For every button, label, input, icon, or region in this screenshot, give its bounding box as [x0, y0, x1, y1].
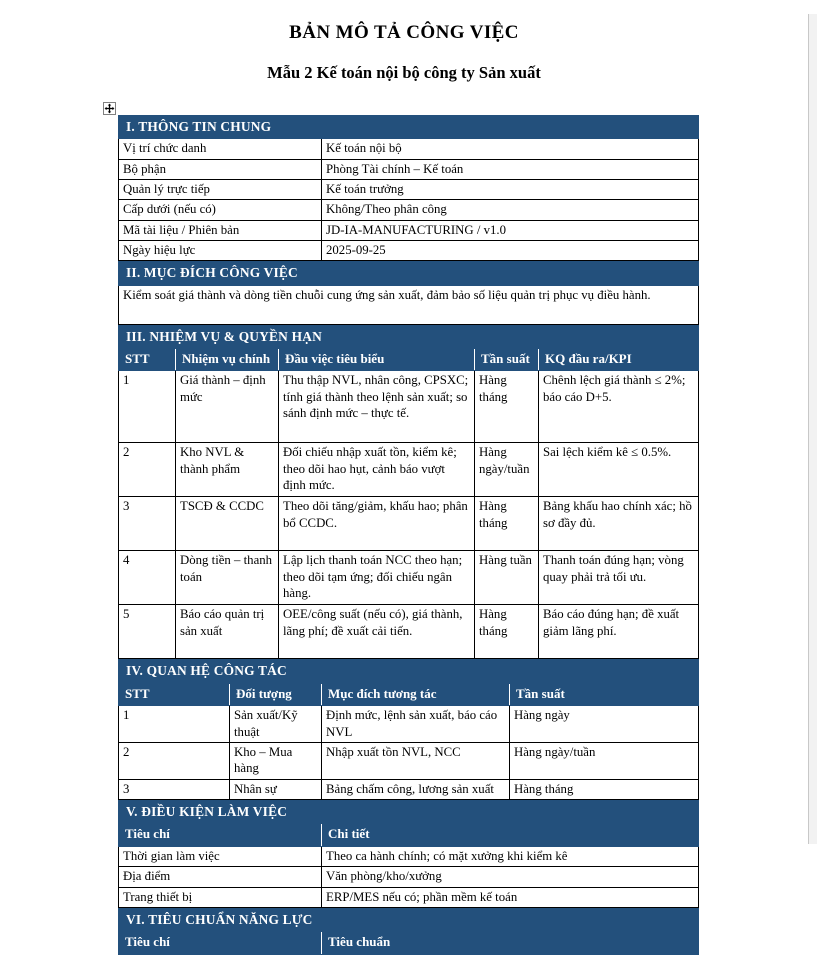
- cell-tieu-chi: Địa điểm: [119, 867, 322, 887]
- section-2-body: Kiểm soát giá thành và dòng tiền chuỗi cung ứng sản xuất, đảm bảo số liệu quản trị phục vụ điều hành.: [119, 285, 699, 324]
- cell-nhiem-vu: Giá thành – định mức: [176, 371, 279, 443]
- field-label: Vị trí chức danh: [119, 139, 322, 159]
- section-1-heading-row: [119, 116, 699, 139]
- cell-tan-suat: Hàng ngày/tuần: [510, 742, 699, 779]
- cell-stt: 1: [119, 706, 230, 743]
- table-row: [119, 867, 699, 887]
- cell-muc-dich: Định mức, lệnh sản xuất, báo cáo NVL: [322, 706, 510, 743]
- cell-tan-suat: Hàng tháng: [475, 371, 539, 443]
- section-3-table: [118, 325, 699, 660]
- field-value: Kế toán nội bộ: [322, 139, 699, 159]
- section-4-heading-row: [119, 660, 699, 683]
- field-value: JD-IA-MANUFACTURING / v1.0: [322, 220, 699, 240]
- cell-stt: 2: [119, 443, 176, 497]
- cell-kpi: Thanh toán đúng hạn; vòng quay phải trả tối ưu.: [539, 551, 699, 605]
- cell-muc-dich: Bảng chấm công, lương sản xuất: [322, 779, 510, 799]
- cell-stt: 3: [119, 779, 230, 799]
- cell-tan-suat: Hàng ngày: [510, 706, 699, 743]
- table-row: [119, 139, 699, 159]
- cell-tan-suat: Hàng tháng: [475, 605, 539, 659]
- cell-dau-viec: Thu thập NVL, nhân công, CPSXC; tính giá thành theo lệnh sản xuất; so sánh định mức – thực tế.: [279, 371, 475, 443]
- field-value: Không/Theo phân công: [322, 200, 699, 220]
- cell-tieu-chi: Thời gian làm việc: [119, 846, 322, 866]
- document-body: [118, 115, 698, 955]
- section-4-column-header-row: [119, 683, 699, 706]
- column-header-doi-tuong: Đối tượng: [230, 683, 322, 706]
- field-label: Ngày hiệu lực: [119, 241, 322, 261]
- cell-stt: 4: [119, 551, 176, 605]
- cell-dau-viec: Theo dõi tăng/giảm, khấu hao; phân bổ CCDC.: [279, 497, 475, 551]
- cell-doi-tuong: Kho – Mua hàng: [230, 742, 322, 779]
- cell-doi-tuong: Nhân sự: [230, 779, 322, 799]
- field-label: Quản lý trực tiếp: [119, 179, 322, 199]
- field-label: Bộ phận: [119, 159, 322, 179]
- cell-kpi: Bảng khấu hao chính xác; hồ sơ đầy đủ.: [539, 497, 699, 551]
- section-1-table: [118, 115, 699, 261]
- cell-nhiem-vu: Dòng tiền – thanh toán: [176, 551, 279, 605]
- table-row: [119, 846, 699, 866]
- table-row: [119, 241, 699, 261]
- cell-nhiem-vu: Kho NVL & thành phẩm: [176, 443, 279, 497]
- page-right-margin-strip: [808, 14, 817, 844]
- section-5-heading: V. ĐIỀU KIỆN LÀM VIỆC: [119, 801, 699, 824]
- section-6-heading-row: [119, 908, 699, 931]
- cell-tieu-chi: Trang thiết bị: [119, 887, 322, 907]
- section-3-heading: III. NHIỆM VỤ & QUYỀN HẠN: [119, 325, 699, 348]
- cell-tan-suat: Hàng tuần: [475, 551, 539, 605]
- cell-chi-tiet: Văn phòng/kho/xưởng: [322, 867, 699, 887]
- cell-dau-viec: Đối chiếu nhập xuất tồn, kiểm kê; theo dõi hao hụt, cảnh báo vượt định mức.: [279, 443, 475, 497]
- cell-chi-tiet: Theo ca hành chính; có mặt xưởng khi kiểm kê: [322, 846, 699, 866]
- cell-stt: 3: [119, 497, 176, 551]
- field-label: Cấp dưới (nếu có): [119, 200, 322, 220]
- cell-stt: 2: [119, 742, 230, 779]
- cell-nhiem-vu: TSCĐ & CCDC: [176, 497, 279, 551]
- section-6-heading: VI. TIÊU CHUẨN NĂNG LỰC: [119, 908, 699, 931]
- page-title: BẢN MÔ TẢ CÔNG VIỆC: [289, 22, 519, 43]
- cell-dau-viec: OEE/công suất (nếu có), giá thành, lãng phí; đề xuất cải tiến.: [279, 605, 475, 659]
- table-row: [119, 159, 699, 179]
- section-1-heading: I. THÔNG TIN CHUNG: [119, 116, 699, 139]
- section-3-column-header-row: [119, 348, 699, 371]
- table-row: [119, 200, 699, 220]
- cell-stt: 5: [119, 605, 176, 659]
- table-row: [119, 285, 699, 324]
- section-2-table: [118, 261, 699, 324]
- table-row: [119, 742, 699, 779]
- field-value: Kế toán trưởng: [322, 179, 699, 199]
- field-value: 2025-09-25: [322, 241, 699, 261]
- table-row: [119, 443, 699, 497]
- table-row: [119, 551, 699, 605]
- move-handle-icon[interactable]: [103, 102, 116, 115]
- cell-doi-tuong: Sản xuất/Kỹ thuật: [230, 706, 322, 743]
- section-2-heading-row: [119, 262, 699, 285]
- column-header-kpi: KQ đầu ra/KPI: [539, 348, 699, 371]
- section-4-heading: IV. QUAN HỆ CÔNG TÁC: [119, 660, 699, 683]
- cell-muc-dich: Nhập xuất tồn NVL, NCC: [322, 742, 510, 779]
- page-subtitle: Mẫu 2 Kế toán nội bộ công ty Sản xuất: [267, 63, 541, 82]
- column-header-tieu-chi: Tiêu chí: [119, 932, 322, 955]
- section-6-column-header-row: [119, 932, 699, 955]
- column-header-tieu-chuan: Tiêu chuẩn: [322, 932, 699, 955]
- column-header-chi-tiet: Chi tiết: [322, 824, 699, 847]
- cell-tan-suat: Hàng ngày/tuần: [475, 443, 539, 497]
- section-3-heading-row: [119, 325, 699, 348]
- document-page: [0, 14, 808, 950]
- column-header-tan-suat: Tần suất: [510, 683, 699, 706]
- table-row: [119, 220, 699, 240]
- cell-tan-suat: Hàng tháng: [510, 779, 699, 799]
- cell-stt: 1: [119, 371, 176, 443]
- column-header-nhiem-vu: Nhiệm vụ chính: [176, 348, 279, 371]
- column-header-tieu-chi: Tiêu chí: [119, 824, 322, 847]
- cell-kpi: Báo cáo đúng hạn; đề xuất giảm lãng phí.: [539, 605, 699, 659]
- cell-tan-suat: Hàng tháng: [475, 497, 539, 551]
- column-header-dau-viec: Đầu việc tiêu biểu: [279, 348, 475, 371]
- column-header-stt: STT: [119, 683, 230, 706]
- section-2-heading: II. MỤC ĐÍCH CÔNG VIỆC: [119, 262, 699, 285]
- column-header-muc-dich: Mục đích tương tác: [322, 683, 510, 706]
- table-row: [119, 179, 699, 199]
- cell-nhiem-vu: Báo cáo quản trị sản xuất: [176, 605, 279, 659]
- column-header-stt: STT: [119, 348, 176, 371]
- cell-kpi: Sai lệch kiểm kê ≤ 0.5%.: [539, 443, 699, 497]
- table-row: [119, 706, 699, 743]
- cell-chi-tiet: ERP/MES nếu có; phần mềm kế toán: [322, 887, 699, 907]
- table-row: [119, 605, 699, 659]
- cell-kpi: Chênh lệch giá thành ≤ 2%; báo cáo D+5.: [539, 371, 699, 443]
- section-5-table: [118, 800, 699, 908]
- section-6-table: [118, 908, 699, 955]
- table-row: [119, 779, 699, 799]
- table-row: [119, 371, 699, 443]
- column-header-tan-suat: Tần suất: [475, 348, 539, 371]
- table-row: [119, 497, 699, 551]
- section-5-heading-row: [119, 801, 699, 824]
- cell-dau-viec: Lập lịch thanh toán NCC theo hạn; theo dõi tạm ứng; đối chiếu ngân hàng.: [279, 551, 475, 605]
- section-5-column-header-row: [119, 824, 699, 847]
- field-label: Mã tài liệu / Phiên bản: [119, 220, 322, 240]
- table-row: [119, 887, 699, 907]
- section-4-table: [118, 659, 699, 800]
- field-value: Phòng Tài chính – Kế toán: [322, 159, 699, 179]
